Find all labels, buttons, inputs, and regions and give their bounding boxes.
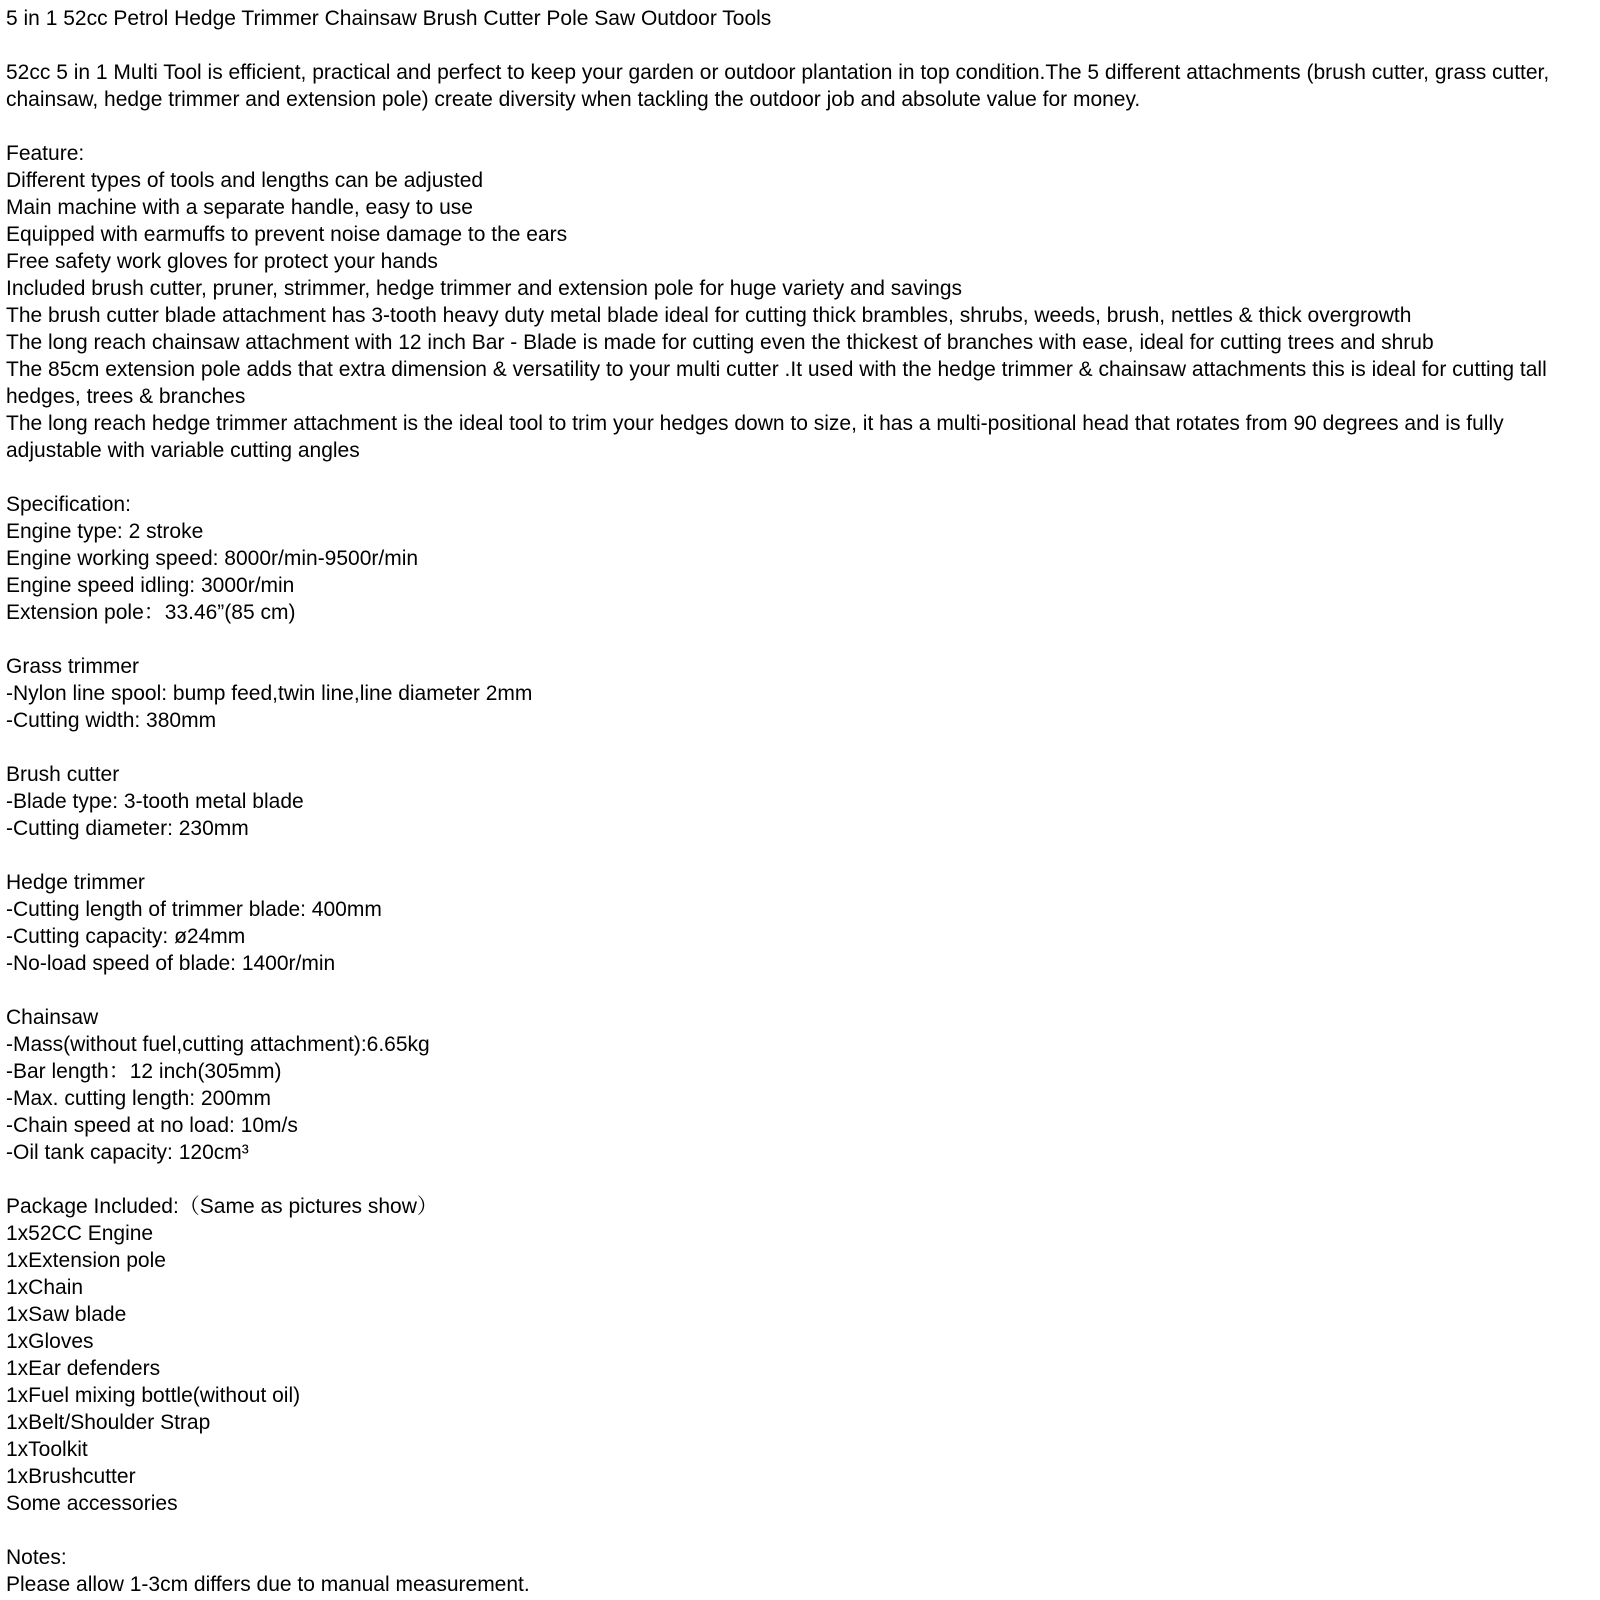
package-item: 1xEar defenders bbox=[6, 1357, 161, 1380]
specification-heading: Specification: bbox=[6, 493, 131, 516]
package-item: 1xExtension pole bbox=[6, 1249, 166, 1272]
brush-cutter-item: -Blade type: 3-tooth metal blade bbox=[6, 790, 304, 813]
spacer bbox=[6, 977, 1596, 1004]
chainsaw-item: -Bar length：12 inch(305mm) bbox=[6, 1060, 282, 1083]
package-item: 1xBrushcutter bbox=[6, 1465, 136, 1488]
feature-item: The long reach chainsaw attachment with 12 inch Bar - Blade is made for cutting even the thickest of branches with ease, ideal for cutting trees and shrub bbox=[6, 331, 1434, 354]
package-item: 1xFuel mixing bottle(without oil) bbox=[6, 1384, 301, 1407]
chainsaw-heading: Chainsaw bbox=[6, 1006, 99, 1029]
package-item: 1xChain bbox=[6, 1276, 84, 1299]
intro-paragraph: 52cc 5 in 1 Multi Tool is efficient, practical and perfect to keep your garden or outdoor plantation in top condition.The 5 different attachments (brush cutter, grass cutter, chainsaw, hedge trimmer and extension pole) create diversity when tackling the outdoor job and absolute value for money. bbox=[6, 61, 1550, 111]
spacer bbox=[6, 113, 1596, 140]
brush-cutter-section bbox=[6, 761, 1596, 842]
spacer bbox=[6, 734, 1596, 761]
package-heading: Package Included:（Same as pictures show） bbox=[6, 1195, 438, 1218]
spacer bbox=[6, 32, 1596, 59]
feature-item: Free safety work gloves for protect your hands bbox=[6, 250, 438, 273]
feature-item: The brush cutter blade attachment has 3-tooth heavy duty metal blade ideal for cutting thick brambles, shrubs, weeds, brush, nettles & thick overgrowth bbox=[6, 304, 1412, 327]
hedge-trimmer-item: -Cutting capacity: ø24mm bbox=[6, 925, 246, 948]
package-item: Some accessories bbox=[6, 1492, 178, 1515]
grass-trimmer-item: -Cutting width: 380mm bbox=[6, 709, 217, 732]
feature-heading: Feature: bbox=[6, 142, 85, 165]
specification-item: Engine type: 2 stroke bbox=[6, 520, 204, 543]
notes-section bbox=[6, 1544, 1596, 1598]
spacer bbox=[6, 842, 1596, 869]
package-item: 1xBelt/Shoulder Strap bbox=[6, 1411, 211, 1434]
hedge-trimmer-item: -Cutting length of trimmer blade: 400mm bbox=[6, 898, 382, 921]
product-description bbox=[6, 5, 1596, 1598]
spacer bbox=[6, 464, 1596, 491]
grass-trimmer-heading: Grass trimmer bbox=[6, 655, 139, 678]
hedge-trimmer-item: -No-load speed of blade: 1400r/min bbox=[6, 952, 336, 975]
chainsaw-item: -Oil tank capacity: 120cm³ bbox=[6, 1141, 249, 1164]
chainsaw-item: -Mass(without fuel,cutting attachment):6.65kg bbox=[6, 1033, 430, 1056]
feature-item: Included brush cutter, pruner, strimmer, hedge trimmer and extension pole for huge variety and savings bbox=[6, 277, 963, 300]
specification-item: Engine speed idling: 3000r/min bbox=[6, 574, 295, 597]
spacer bbox=[6, 1166, 1596, 1193]
grass-trimmer-section bbox=[6, 653, 1596, 734]
chainsaw-item: -Chain speed at no load: 10m/s bbox=[6, 1114, 298, 1137]
package-item: 1x52CC Engine bbox=[6, 1222, 154, 1245]
chainsaw-item: -Max. cutting length: 200mm bbox=[6, 1087, 271, 1110]
feature-item: The 85cm extension pole adds that extra dimension & versatility to your multi cutter .It used with the hedge trimmer & chainsaw attachments this is ideal for cutting tall hedges, trees & branches bbox=[6, 358, 1547, 408]
spacer bbox=[6, 1517, 1596, 1544]
specification-section bbox=[6, 491, 1596, 626]
grass-trimmer-item: -Nylon line spool: bump feed,twin line,line diameter 2mm bbox=[6, 682, 533, 705]
package-section bbox=[6, 1193, 1596, 1517]
feature-item: Different types of tools and lengths can be adjusted bbox=[6, 169, 484, 192]
feature-item: Main machine with a separate handle, easy to use bbox=[6, 196, 473, 219]
package-item: 1xGloves bbox=[6, 1330, 94, 1353]
specification-item: Engine working speed: 8000r/min-9500r/min bbox=[6, 547, 419, 570]
package-item: 1xSaw blade bbox=[6, 1303, 127, 1326]
chainsaw-section bbox=[6, 1004, 1596, 1166]
specification-item: Extension pole：33.46”(85 cm) bbox=[6, 601, 296, 624]
notes-item: Please allow 1-3cm differs due to manual measurement. bbox=[6, 1573, 530, 1596]
brush-cutter-item: -Cutting diameter: 230mm bbox=[6, 817, 249, 840]
hedge-trimmer-section bbox=[6, 869, 1596, 977]
notes-heading: Notes: bbox=[6, 1546, 67, 1569]
package-item: 1xToolkit bbox=[6, 1438, 88, 1461]
brush-cutter-heading: Brush cutter bbox=[6, 763, 120, 786]
product-title: 5 in 1 52cc Petrol Hedge Trimmer Chainsaw Brush Cutter Pole Saw Outdoor Tools bbox=[6, 7, 772, 30]
feature-item: Equipped with earmuffs to prevent noise damage to the ears bbox=[6, 223, 568, 246]
feature-section bbox=[6, 140, 1596, 464]
spacer bbox=[6, 626, 1596, 653]
hedge-trimmer-heading: Hedge trimmer bbox=[6, 871, 145, 894]
feature-item: The long reach hedge trimmer attachment is the ideal tool to trim your hedges down to size, it has a multi-positional head that rotates from 90 degrees and is fully adjustable with variable cutting angles bbox=[6, 412, 1504, 462]
